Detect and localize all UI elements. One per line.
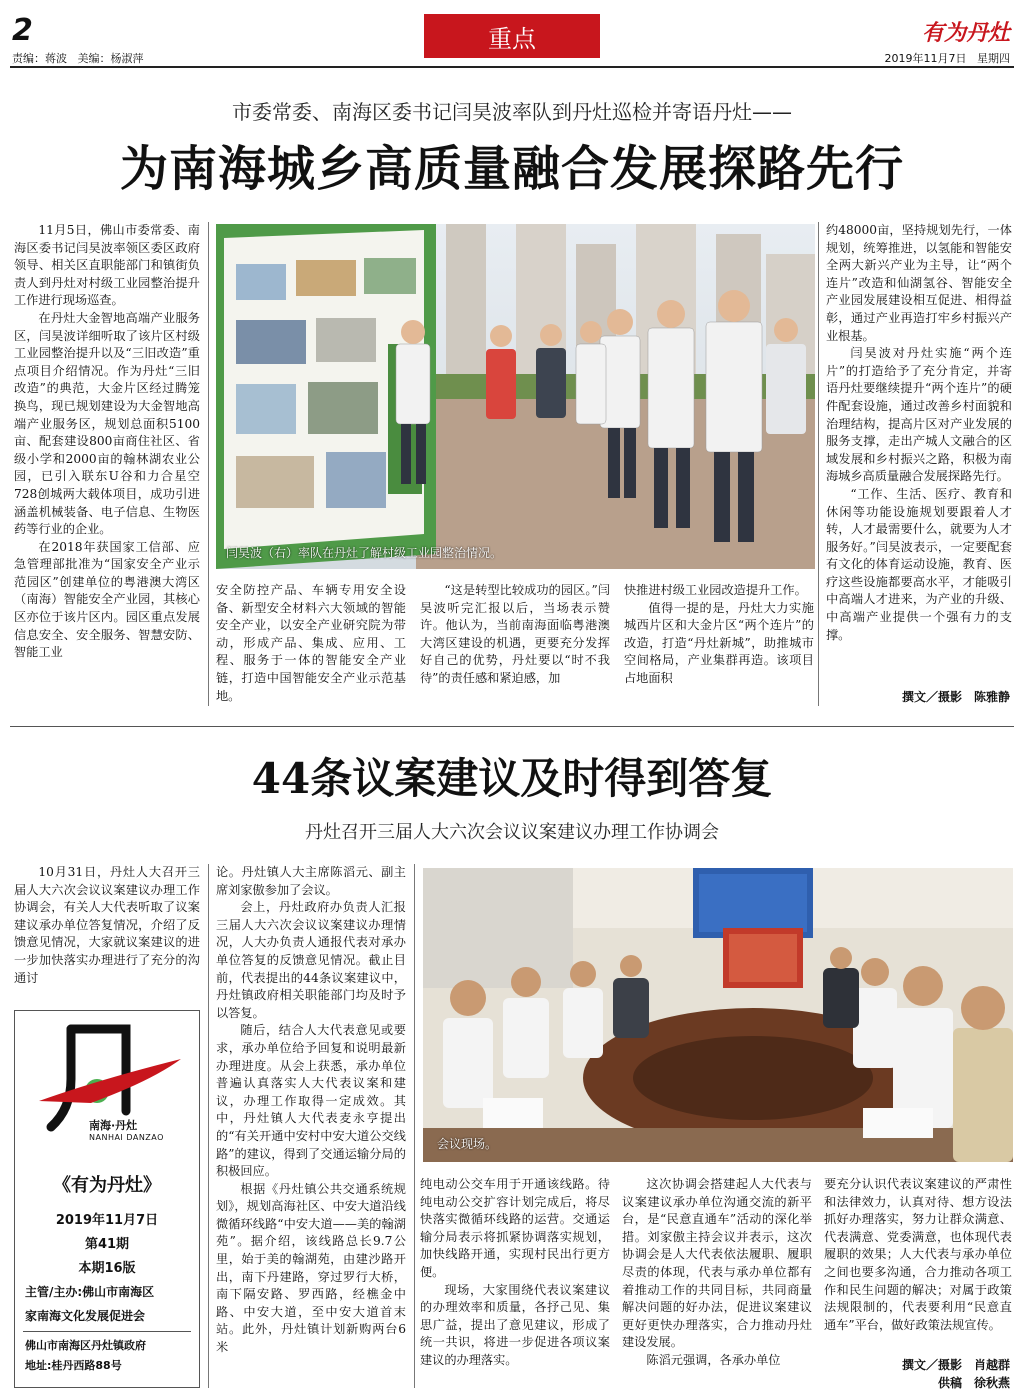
colophon-address: 地址:桂丹西路88号	[25, 1359, 122, 1372]
article1-paragraph: 值得一提的是，丹灶大力实施城西片区和大金片区“两个连片”的改造，打造“丹灶新城”，助推城市空间格局，产业集群再造。该项目占地面积	[624, 600, 814, 685]
article2-paragraph: 随后，结合人大代表意见或要求，承办单位给予回复和说明最新办理进度。从会上获悉，承办单位普遍认真落实人大代表议案和建议，办理工作取得一定成效。其中，丹灶镇人大代表麦永亨提出的“有关开通中安村中安大道公交线路”的建议，得到了交通运输分局的积极回应。	[216, 1023, 406, 1179]
article1-column-3	[420, 582, 610, 712]
article1-byline: 撰文／摄影 陈雅静	[901, 690, 1010, 704]
article2-paragraph: 这次协调会搭建起人大代表与议案建议承办单位沟通交流的新平台，是“民意直通车”活动的深化举措。刘家傲主持会议并表示，这次协调会是人大代表依法履职、履职尽责的体现，代表与承办单位都有着推动工作的共同目标，共同商量解决问题的好办法，促进议案建议更好更快办理落实，合力推动丹灶建设发展。	[622, 1177, 812, 1350]
article2-paragraph: 10月31日，丹灶人大召开三届人大六次会议议案建议办理工作协调会，有关人大代表听取了议案建议承办单位答复情况，介绍了反馈意见情况，大家就议案建议的进一步加快落实办理进行了充分的沟通讨	[14, 865, 200, 985]
colophon-pages: 本期16版	[78, 1261, 136, 1276]
article1-paragraph: “这是转型比较成功的园区。”闫昊波听完汇报以后，当场表示赞许。他认为，当前南海面临粤港澳大湾区建设的机遇，更要充分发挥好自己的优势，丹灶要以“时不我待”的责任感和紧迫感，加	[420, 583, 610, 685]
article2-paragraph: 要充分认识代表议案建议的严肃性和法律效力，认真对待、想方设法抓好办理落实，努力让群众满意、代表满意、党委满意，也体现代表履职的效果；人大代表与承办单位之间也要多沟通，合力推动各项工作和民生问题的解决；对属于政策法规限制的，代表要利用“民意直通车”平台，做好政策法规宣传。	[824, 1177, 1012, 1332]
inspection-photo	[216, 224, 815, 569]
article2-column-5	[824, 1176, 1012, 1352]
article2-paragraph: 论。丹灶镇人大主席陈滔元、副主席刘家傲参加了会议。	[216, 865, 406, 897]
colophon-issue: 第41期	[84, 1237, 130, 1252]
article1-paragraph: 约48000亩，坚持规划先行，一体规划，统筹推进，以氢能和智能安全两大新兴产业为主导，让“两个连片”改造和仙湖氢谷、智能安全产业园发展建设相互促进、相得益彰，通过产业再造打牢乡村振兴产业根基。	[826, 223, 1012, 343]
inspection-photo-caption: 闫昊波（右）率队在丹灶了解村级工业园整治情况。	[226, 546, 503, 560]
page-date: 2019年11月7日 星期四	[884, 52, 1010, 65]
editors-line: 责编：蒋波 美编：杨淑萍	[12, 52, 144, 65]
colophon-date: 2019年11月7日	[55, 1213, 159, 1228]
article2-paragraph: 陈滔元强调，各承办单位	[646, 1352, 781, 1367]
article-separator	[10, 726, 1014, 727]
meeting-photo-illustration	[423, 868, 1013, 1162]
article2-byline-contributor: 供稿 徐秋燕	[937, 1376, 1010, 1390]
header-rule	[10, 66, 1014, 68]
page-number: 2	[12, 13, 33, 48]
article2-byline-writer: 撰文／摄影 肖越群	[901, 1358, 1010, 1372]
article2-column-1	[14, 864, 200, 994]
inspection-photo-illustration	[216, 224, 815, 569]
colophon-divider	[23, 1331, 191, 1332]
article1-paragraph: “工作、生活、医疗、教育和休闲等功能设施规划要跟着人才转，人才最需要什么，就要为人才服务好。”闫昊波表示，一定要配套有文化的体育运动设施，教育、医疗这些设施都要高水平，才能吸引中高端人才进来，为产业的升级、中高端产业提供一个强有力的支撑。	[826, 486, 1012, 642]
article1-column-5	[826, 222, 1012, 684]
article1-column-1	[14, 222, 200, 722]
masthead: 有为丹灶	[921, 20, 1010, 46]
meeting-photo-caption: 会议现场。	[437, 1137, 498, 1151]
article1-paragraph: 11月5日，佛山市委常委、南海区委书记闫昊波率领区委区政府领导、相关区直职能部门和镇街负责人到丹灶对村级工业园整治提升工作进行现场巡查。	[14, 223, 200, 308]
meeting-photo	[423, 868, 1013, 1162]
article2-column-3	[420, 1176, 610, 1388]
article1-headline: 为南海城乡高质量融合发展探路先行	[119, 141, 904, 197]
column-divider	[414, 864, 415, 1388]
article1-paragraph: 快推进村级工业园改造提升工作。	[624, 583, 807, 597]
colophon-title: 《有为丹灶》	[53, 1175, 161, 1196]
article2-headline: 44条议案建议及时得到答复	[251, 754, 773, 803]
logo-name-en: NANHAI DANZAO	[89, 1133, 164, 1142]
article1-column-2	[216, 582, 406, 712]
colophon	[14, 1010, 200, 1388]
logo-name: 南海·丹灶	[89, 1119, 138, 1132]
article2-paragraph: 现场，大家围绕代表议案建议的办理效率和质量，各抒己见、集思广益，提出了意见建议，形成了统一共识，将进一步促进各项议案建议的办理落实。	[420, 1282, 610, 1367]
article1-paragraph: 安全防控产品、车辆专用安全设备、新型安全材料六大领域的智能安全产业，以安全产业研究院为带动，形成产品、集成、应用、工程、服务于一体的智能安全产业链，打造中国智能安全产业示范基地。	[216, 583, 406, 703]
article1-paragraph: 在2018年获国家工信部、应急管理部批准为“国家安全产业示范园区”创建单位的粤港澳大湾区（南海）智能安全产业园，其核心区亦位于该片区内。园区重点发展信息安全、安全服务、智慧安防、智能工业	[14, 539, 200, 660]
section-tab	[424, 14, 600, 58]
article2-paragraph: 纯电动公交车用于开通该线路。待纯电动公交扩容计划完成后，将尽快落实微循环线路的运营。交通运输分局表示将抓紧协调落实规划，加快线路开通，实现村民出行更方便。	[420, 1177, 610, 1279]
column-divider	[208, 222, 209, 706]
article1-kicker: 市委常委、南海区委书记闫昊波率队到丹灶巡检并寄语丹灶——	[232, 100, 792, 124]
article2-paragraph: 根据《丹灶镇公共交通系统规划》，规划高海社区、中安大道沿线微循环线路“中安大道——美的翰湖苑”。据介绍，该线路总长9.7公里，始于美的翰湖苑，由建沙路开出，南下丹建路，穿过罗行大桥，南下隔安路、罗西路，经樵金中路、中安大道，至中安大道首末站。此外，丹灶镇计划新购两台6米	[216, 1181, 406, 1355]
colophon-sponsor: 主管/主办:佛山市南海区	[25, 1285, 155, 1299]
article1-paragraph: 在丹灶大金智地高端产业服务区，闫昊波详细听取了该片区村级工业园整治提升以及“三旧改造”重点项目介绍情况。作为丹灶“三旧改造”的典范，大金片区经过腾笼换鸟，现已规划建设为大金智地高端产业服务区，规划总面积5100亩、配套建设800亩商住社区、省级小学和2000亩的翰林湖农业公园，已引入联东U谷和力合星空728创城两大载体项目，成功引进涵盖机械装备、电子信息、生物医药等行业的企业。	[14, 310, 200, 537]
article1-column-4	[624, 582, 814, 712]
article1-paragraph: 闫昊波对丹灶实施“两个连片”的打造给予了充分肯定，并寄语丹灶要继续提升“两个连片”的硬件配套设施，通过改善乡村面貌和治理结构，提高片区对产业发展的服务支撑，走出产城人文融合的区域发展和乡村振兴之路，积极为南海城乡高质量融合发展探路先行。	[826, 346, 1012, 484]
article2-paragraph: 会上，丹灶政府办负责人汇报三届人大六次会议议案建议办理情况，人大办负责人通报代表对承办单位答复的反馈意见情况。截止目前，代表提出的44条议案建议中，丹灶镇政府相关职能部门均及时予以答复。	[216, 900, 406, 1020]
danzao-logo	[31, 1019, 191, 1149]
article2-column-2	[216, 864, 406, 1384]
article2-column-4	[622, 1176, 812, 1388]
article2-subheadline: 丹灶召开三届人大六次会议议案建议办理工作协调会	[305, 822, 719, 843]
column-divider	[818, 222, 819, 706]
colophon-org: 佛山市南海区丹灶镇政府	[25, 1339, 146, 1352]
colophon-sponsor-cont: 家南海文化发展促进会	[25, 1309, 146, 1323]
column-divider	[208, 864, 209, 1388]
section-label: 重点	[488, 24, 536, 53]
